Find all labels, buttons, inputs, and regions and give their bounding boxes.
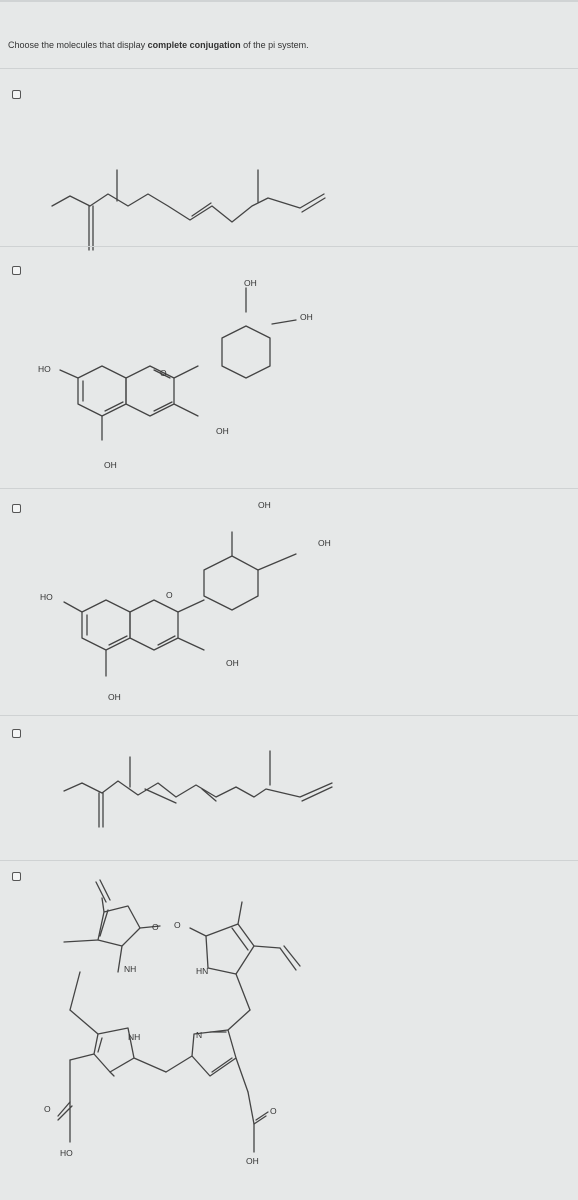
option-3: [0, 490, 578, 715]
label-oh-1: OH: [244, 278, 257, 288]
molecule-flavylium-structure: [0, 248, 578, 488]
label-o-1: O: [152, 922, 159, 932]
label-oh-1: OH: [258, 500, 271, 510]
label-oh-3: OH: [216, 426, 229, 436]
label-o: O: [166, 590, 173, 600]
molecule-triene-structure: [0, 717, 578, 860]
divider: [0, 488, 578, 489]
label-o-4: O: [270, 1106, 277, 1116]
option-4: [0, 717, 578, 860]
label-ho: HO: [40, 592, 53, 602]
label-o-2: O: [174, 920, 181, 930]
option-1: [0, 70, 578, 246]
label-o-plus: O: [160, 368, 167, 378]
label-ho: HO: [60, 1148, 73, 1158]
question-bold: complete conjugation: [147, 40, 241, 50]
question-text: [8, 40, 309, 50]
divider: [0, 715, 578, 716]
label-nh-1: NH: [124, 964, 137, 974]
label-n: N: [196, 1030, 203, 1040]
label-oh-4: OH: [108, 692, 121, 702]
label-o-3: O: [44, 1104, 51, 1114]
label-nh-2: NH: [128, 1032, 141, 1042]
question-prefix: Choose the molecules that display: [8, 40, 148, 50]
label-hn: HN: [196, 966, 209, 976]
label-oh: OH: [246, 1156, 259, 1166]
divider: [0, 860, 578, 861]
label-oh-4: OH: [104, 460, 117, 470]
label-oh-2: OH: [300, 312, 313, 322]
molecule-flavene-structure: [0, 490, 578, 715]
molecule-diene-structure: [0, 70, 578, 246]
label-oh-2: OH: [318, 538, 331, 548]
option-5: [0, 862, 578, 1182]
question-suffix: of the pi system.: [240, 40, 309, 50]
label-oh-3: OH: [226, 658, 239, 668]
top-border: [0, 0, 578, 2]
divider: [0, 246, 578, 247]
molecule-porphyrin-structure: [0, 862, 578, 1182]
label-ho: HO: [38, 364, 51, 374]
divider: [0, 68, 578, 69]
option-2: [0, 248, 578, 488]
